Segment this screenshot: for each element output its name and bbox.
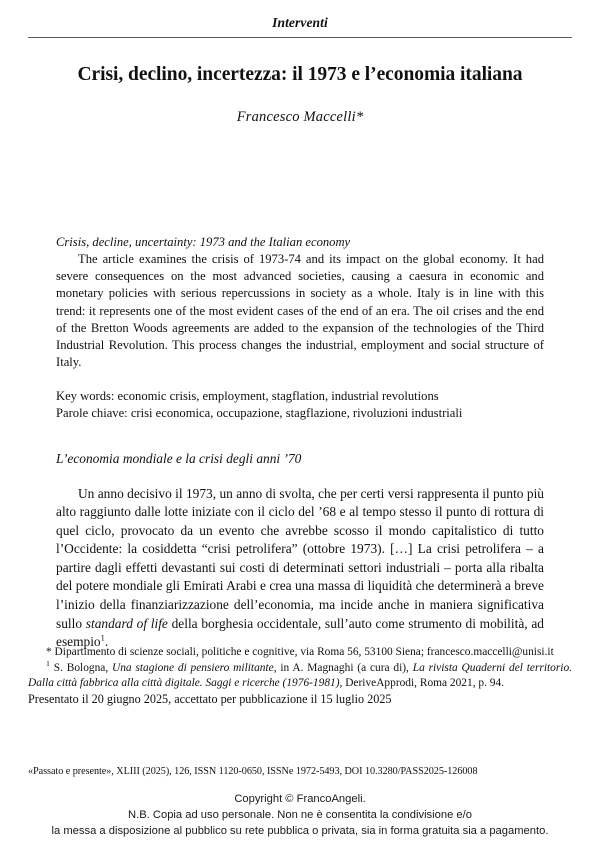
abstract-body: The article examines the crisis of 1973-74 and its impact on the global economy. It had severe consequences on the most advanced societies, causing a caesura in economic and monetary policies with serious repercussions in society as a whole. Italy is in line with this trend: it represents one of the most evident cases of the end of an era. The oil crises and the end of the Bretton Woods agreements are added to the expansion of the technologies of the Third Industrial Revolution. This process changes the industrial, employment and social structure of Italy. xyxy=(56,252,544,369)
copyright-line-3: la messa a disposizione al pubblico su rete pubblica o privata, sia in forma gratuita sia a pagamento. xyxy=(51,824,549,837)
copyright-line-2: N.B. Copia ad uso personale. Non ne è consentita la condivisione e/o xyxy=(128,808,472,821)
paragraph-text-part2: della borghesia occidentale, sull’auto come strumento di mobilità, ad esempio xyxy=(56,615,545,650)
abstract-title: Crisis, decline, uncertainty: 1973 and the Italian economy xyxy=(56,235,351,249)
footnote-1-text-b: , in A. Magnaghi (a cura di), xyxy=(273,661,413,674)
paragraph-emphasis: standard of life xyxy=(85,615,168,631)
footnote-affiliation xyxy=(28,645,572,660)
footnotes-block xyxy=(0,645,600,708)
footnote-1 xyxy=(28,661,572,691)
keywords-english: Key words: economic crisis, employment, stagflation, industrial revolutions xyxy=(56,389,439,403)
body-paragraph xyxy=(56,485,544,652)
submission-dates: Presentato il 20 giugno 2025, accettato per pubblicazione il 15 luglio 2025 xyxy=(28,691,392,706)
footnote-reference-1[interactable]: 1 xyxy=(100,633,105,643)
copyright-line-1: Copyright © FrancoAngeli. xyxy=(234,793,366,805)
footnote-1-text-c: , DeriveApprodi, Roma 2021, p. 94. xyxy=(339,676,505,689)
section-heading: L’economia mondiale e la crisi degli anni ’70 xyxy=(56,451,302,467)
abstract-block xyxy=(28,234,572,665)
keywords-italian: Parole chiave: crisi economica, occupazione, stagflazione, rivoluzioni industriali xyxy=(56,406,463,421)
journal-metadata: «Passato e presente», XLIII (2025), 126, ISSN 1120-0650, ISSNe 1972-5493, DOI 10.3280/PASS2025-126008 xyxy=(28,766,478,777)
header-divider xyxy=(28,37,572,38)
paragraph-text-part1: Un anno decisivo il 1973, un anno di svolta, che per certi versi rappresenta il punto più alto raggiunto dalle lotte iniziate con il ciclo del ’68 e al tempo stesso il punto di rottura di quel ciclo, provocato da un evento che avrebbe scosso il mondo capitalistico di tutto l’Occidente: la cosiddetta “crisi petrolifera” (ottobre 1973). […] La crisi petrolifera – a partire dagli effetti devastanti sui costi di determinati settori industriali – porta alla ribalta del potere mondiale gli Emirati Arabi e crea una massa di liquidità che determinerà a breve l’inizio della finanziarizzazione dell’economia, ma incide anche in maniera significativa sullo xyxy=(56,485,544,631)
footnote-1-text-a: S. Bologna, xyxy=(49,661,113,674)
affiliation-text: Dipartimento di scienze sociali, politiche e cognitive, via Roma 56, 53100 Siena; francesco.maccelli@unisi.it xyxy=(51,646,554,658)
keywords-block xyxy=(56,388,544,422)
footnote-1-title-2: La rivista Quaderni del territorio. Dalla città fabbrica alla città digitale. Saggi e ricerche (1976-1981) xyxy=(28,661,572,689)
author-name: Francesco Maccelli* xyxy=(236,109,364,126)
copyright-notice xyxy=(0,792,600,840)
page-title: Crisi, declino, incertezza: il 1973 e l’economia italiana xyxy=(77,63,523,85)
affiliation-marker: * xyxy=(46,646,52,658)
footnote-1-title-1: Una stagione di pensiero militante xyxy=(112,661,274,674)
running-head-area xyxy=(0,0,600,38)
footnote-1-marker: 1 xyxy=(46,659,50,669)
running-head: Interventi xyxy=(272,15,328,30)
paragraph-text-end: . xyxy=(104,634,109,650)
